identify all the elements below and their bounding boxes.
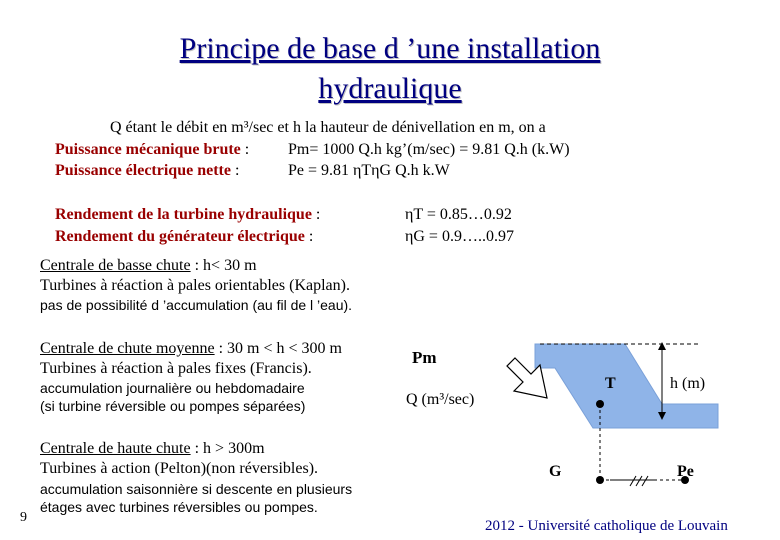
turbine-eff-value: ηT = 0.85…0.92 [405, 206, 512, 223]
slide-title-line2: hydraulique [318, 72, 462, 105]
pm-label: Pm [412, 348, 437, 367]
hydro-diagram [400, 330, 780, 500]
elec-power-sep: : [230, 162, 240, 179]
page-number: 9 [20, 510, 27, 525]
turbine-eff-label: Rendement de la turbine hydraulique [55, 206, 312, 223]
low-head-range: : h< 30 m [190, 257, 257, 274]
medium-head-range: : 30 m < h < 300 m [214, 340, 342, 357]
mech-power-row [55, 140, 249, 160]
mech-power-sep: : [240, 141, 250, 158]
intro-text: Q étant le débit en m³/sec et h la hauteur de dénivellation en m, on a [110, 119, 546, 136]
pe-label: Pe [677, 463, 694, 480]
high-head-heading [40, 439, 265, 459]
elec-power-row [55, 161, 239, 181]
high-head-range: : h > 300m [190, 440, 265, 457]
medium-head-heading [40, 339, 342, 359]
generator-node [596, 476, 604, 484]
elec-power-formula: Pe = 9.81 ηTηG Q.h k.W [288, 162, 450, 179]
turbine-label: T [605, 375, 616, 392]
gen-eff-sep: : [304, 228, 314, 245]
gen-eff-label: Rendement du générateur électrique [55, 228, 305, 245]
high-head-turbines: Turbines à action (Pelton)(non réversibles). [40, 460, 319, 477]
turbine-eff-row [55, 205, 320, 225]
gen-eff-value: ηG = 0.9…..0.97 [405, 228, 514, 245]
gen-eff-row [55, 227, 313, 247]
turbine-eff-sep: : [311, 206, 321, 223]
elec-power-label: Puissance électrique nette [55, 162, 231, 179]
low-head-heading [40, 256, 257, 276]
low-head-turbines: Turbines à réaction à pales orientables (Kaplan). [40, 277, 350, 294]
low-head-note: pas de possibilité d ’accumulation (au fil de l ’eau). [40, 297, 353, 313]
high-head-note2: étages avec turbines réversibles ou pompes. [40, 499, 318, 515]
medium-head-turbines: Turbines à réaction à pales fixes (Francis). [40, 360, 312, 377]
generator-label: G [549, 463, 562, 480]
slide-title-line1: Principe de base d ’une installation [179, 32, 601, 65]
mech-power-formula: Pm= 1000 Q.h kg’(m/sec) = 9.81 Q.h (k.W) [288, 141, 570, 158]
medium-head-note1: accumulation journalière ou hebdomadaire [40, 380, 305, 396]
medium-head-title: Centrale de chute moyenne [40, 340, 215, 357]
flow-label: Q (m³/sec) [406, 391, 475, 408]
height-label: h (m) [670, 375, 706, 392]
high-head-title: Centrale de haute chute [40, 440, 191, 457]
medium-head-note2: (si turbine réversible ou pompes séparées) [40, 398, 306, 414]
mech-power-label: Puissance mécanique brute [55, 141, 241, 158]
footer-credit: 2012 - Université catholique de Louvain [485, 518, 728, 534]
low-head-title: Centrale de basse chute [40, 257, 191, 274]
turbine-node [596, 400, 604, 408]
high-head-note1: accumulation saisonnière si descente en plusieurs [40, 481, 353, 497]
